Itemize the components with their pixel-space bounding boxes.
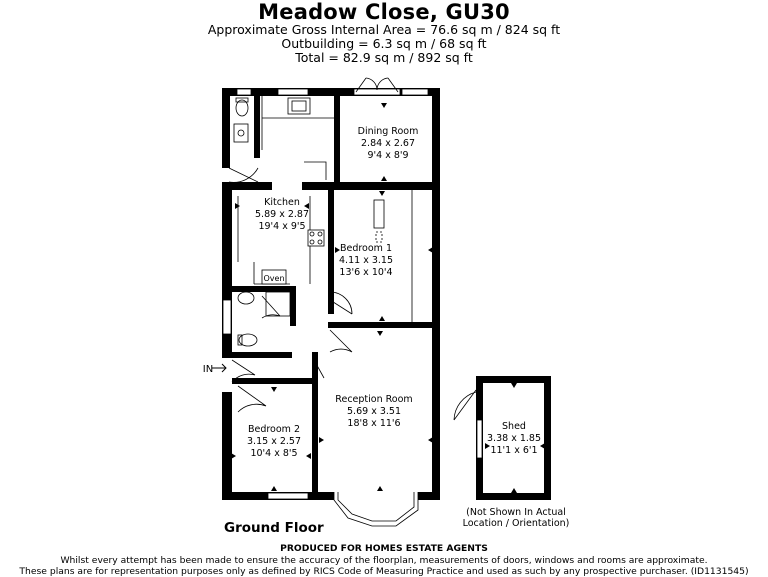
room-kitchen <box>255 197 309 232</box>
shed-note <box>456 507 576 529</box>
room-bedroom-2 <box>247 424 301 459</box>
room-reception <box>335 394 412 429</box>
room-dining <box>358 126 419 161</box>
plan-title: Meadow Close, GU30 <box>258 0 510 24</box>
room-name: Shed <box>502 421 526 432</box>
disclaimer-line-2: These plans are for representation purposes only as defined by RICS Code of Measuring Practice and used as such by any prospective purchaser. (ID1131545) <box>19 566 749 577</box>
room-name: Reception Room <box>335 394 413 405</box>
entrance-label: IN <box>202 364 214 375</box>
room-name: Bedroom 1 <box>339 243 393 254</box>
room-metric: 5.89 x 2.87 <box>255 209 309 220</box>
produced-by: PRODUCED FOR HOMES ESTATE AGENTS <box>280 543 488 554</box>
room-name: Dining Room <box>357 126 419 137</box>
floor-name: Ground Floor <box>224 520 324 536</box>
room-name: Bedroom 2 <box>247 424 301 435</box>
entrance-arrow-icon <box>212 364 226 372</box>
room-imperial: 11'1 x 6'1 <box>490 445 538 456</box>
room-name: Kitchen <box>264 197 300 208</box>
room-metric: 4.11 x 3.15 <box>339 255 393 266</box>
room-imperial: 19'4 x 9'5 <box>258 221 306 232</box>
room-imperial: 10'4 x 8'5 <box>250 448 298 459</box>
room-metric: 2.84 x 2.67 <box>361 138 415 149</box>
room-metric: 3.38 x 1.85 <box>487 433 541 444</box>
room-imperial: 18'8 x 11'6 <box>347 418 401 429</box>
room-metric: 5.69 x 3.51 <box>347 406 401 417</box>
room-imperial: 9'4 x 8'9 <box>367 150 409 161</box>
room-imperial: 13'6 x 10'4 <box>339 267 393 278</box>
oven-label: Oven <box>263 274 285 283</box>
room-shed <box>487 421 541 456</box>
outbuilding-area: Outbuilding = 6.3 sq m / 68 sq ft <box>281 36 487 51</box>
total-area: Total = 82.9 sq m / 892 sq ft <box>295 50 473 65</box>
shed-note-line-1: (Not Shown In Actual <box>466 507 566 518</box>
disclaimer-line-1: Whilst every attempt has been made to ensure the accuracy of the floorplan, measurements of doors, windows and rooms are approximate. <box>60 555 708 566</box>
shed-note-line-2: Location / Orientation) <box>462 518 570 529</box>
gross-internal-area: Approximate Gross Internal Area = 76.6 sq m / 824 sq ft <box>207 22 561 37</box>
room-bedroom-1 <box>339 243 393 278</box>
room-metric: 3.15 x 2.57 <box>247 436 301 447</box>
